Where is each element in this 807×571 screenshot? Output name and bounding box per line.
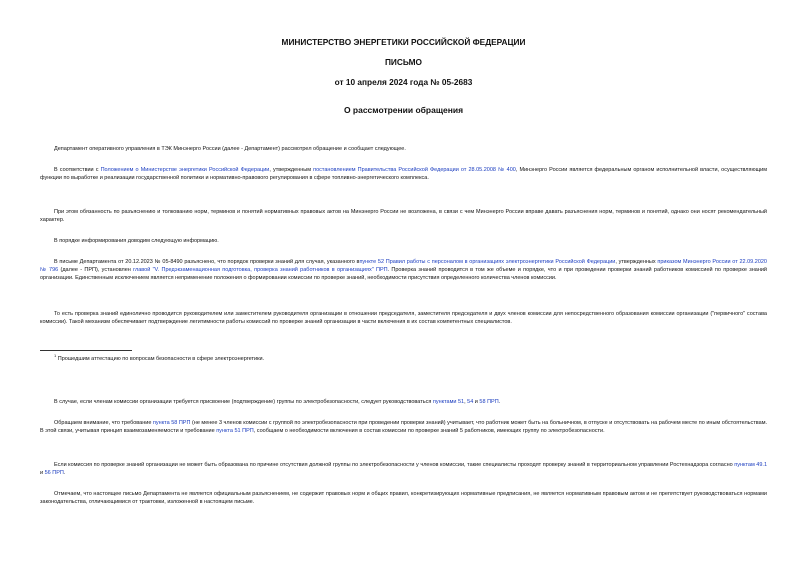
text-run: В случае, если членам комиссии организации требуется присвоение (подтверждение) группы по электробезопасности, следует руководствоваться bbox=[54, 399, 433, 405]
link-item-54[interactable]: 54 bbox=[467, 399, 474, 405]
document-subject: О рассмотрении обращения bbox=[343, 105, 464, 115]
link-item-51-prp[interactable]: пункта 51 ПРП bbox=[216, 428, 254, 435]
paragraph-department-letter bbox=[40, 258, 767, 282]
paragraph-rostekhnadzor bbox=[40, 461, 767, 477]
paragraph-attention bbox=[40, 419, 767, 435]
link-item-58[interactable]: 58 ПРП bbox=[479, 399, 499, 405]
text-run: , утвержденных bbox=[615, 259, 658, 265]
text-run: (не менее 3 членов комиссии с группой по электробезопасности при проведении проверки знаний) учитывает, что работник может быть на больничном, в отпуске и отсутствовать на рабочем месте по иным обстоятельствам. В этой связи, учитывая принцип взаимозаменяемости и требование bbox=[40, 420, 768, 435]
paragraph-interpretation: При этом обязанность по разъяснению и толкованию норм, терминов и понятий нормативных правовых актов на Минэнерго России не возложена, в связи с чем Минэнерго России вправе давать разъяснения норм, терминов и понятий, однако они носят рекомендательный характер. bbox=[40, 209, 767, 224]
link-chapter-v[interactable]: главой "V. Предэкзаменационная подготовка, проверка знаний работников в организациях" ПРП bbox=[133, 267, 388, 274]
text-run: Если комиссия по проверке знаний организации не может быть образована по причине отсутствия должной группы по электробезопасности у членов комиссии, такие специалисты проходят проверку знаний в территориальном управлении Ростехнадзора согласно bbox=[54, 462, 735, 468]
text-run: , bbox=[464, 399, 468, 405]
text-run: и bbox=[40, 470, 45, 477]
text-run: , сообщаем о необходимости включения в состав комиссии по проверке знаний 5 работников, имеющих группу по электробезопасности. bbox=[253, 428, 605, 435]
text-run: (далее - ПРП), установлен bbox=[58, 267, 134, 274]
paragraph-knowledge-check: То есть проверка знаний единолично проводится руководителем или заместителем руководителя организации в отношении председателя, заместителя председателя и двух членов комиссии для непосредственного образования комиссии организации ("первичного" состава комиссии). Такой механизм обеспечивает подтверждение легитимности работы комиссий по проверке знаний организации в части включения в их состав компетентных специалистов. bbox=[40, 311, 767, 326]
paragraph-informing: В порядке информирования доводим следующую информацию. bbox=[54, 238, 219, 244]
text-run: . bbox=[498, 399, 501, 405]
text-run: и bbox=[473, 399, 480, 405]
link-order-796[interactable]: приказом Минэнерго России от 22.09.2020 № 796 bbox=[40, 259, 767, 274]
link-item-49-1[interactable]: пунктам 49.1 bbox=[734, 462, 767, 468]
paragraph-safety-group bbox=[40, 398, 767, 406]
footnote-divider bbox=[40, 350, 132, 351]
text-run: В письме Департамента от 20.12.2023 № 05-8490 разъяснено, что порядок проверки знаний для случая, указанного в bbox=[54, 259, 360, 265]
link-government-decree[interactable]: постановлением Правительства Российской Федерации от 28.05.2008 № 400 bbox=[313, 167, 516, 173]
document-date-number: от 10 апреля 2024 года № 05-2683 bbox=[334, 77, 473, 87]
footnote bbox=[54, 353, 264, 362]
ministry-title: МИНИСТЕРСТВО ЭНЕРГЕТИКИ РОССИЙСКОЙ ФЕДЕРАЦИИ bbox=[281, 37, 526, 47]
link-item-52[interactable]: пункте 52 Правил работы с персоналом в организациях электроэнергетики Российской Федерации bbox=[359, 259, 616, 265]
paragraph-disclaimer: Отмечаем, что настоящее письмо Департамента не является официальным разъяснением, не содержит правовых норм и общих правил, конкретизирующих нормативные предписания, не является нормативным правовым актом и не препятствует руководствоваться нормами законодательства, отличающимися от трактовки, изложенной в настоящем письме. bbox=[40, 491, 767, 506]
paragraph-intro: Департамент оперативного управления в ТЭК Минэнерго России (далее - Департамент) рассмотрел обращение и сообщает следующее. bbox=[54, 146, 406, 152]
text-run: В соответствии с bbox=[54, 167, 101, 173]
text-run: . bbox=[63, 470, 66, 477]
text-run: Обращаем внимание, что требование bbox=[54, 420, 153, 426]
text-run: . Проверка знаний проводится в том же объеме и порядке, что и при проведении проверки знаний работников комиссией по проверке знаний организации. Единственным исключением является неприменение положения о формировании комиссии по проверке знаний, необходимости присутствия определенного количества членов комиссии. bbox=[40, 267, 767, 282]
link-item-58-prp[interactable]: пункта 58 ПРП bbox=[152, 420, 191, 426]
text-run: , Минэнерго России является федеральным органом исполнительной власти, осуществляющим функции по выработке и реализации государственной политики и нормативно-правового регулирования в сфере топливно-энергетического комплекса. bbox=[40, 167, 767, 182]
text-run: , утвержденным bbox=[269, 167, 314, 173]
link-item-51[interactable]: пунктами 51 bbox=[432, 399, 465, 405]
footnote-text: Прошедшим аттестацию по вопросам безопасности в сфере электроэнергетики. bbox=[56, 355, 265, 362]
document-type: ПИСЬМО bbox=[384, 57, 423, 67]
link-item-56[interactable]: 56 ПРП bbox=[44, 470, 64, 477]
paragraph-competence bbox=[40, 166, 767, 182]
footnote-mark: 1 bbox=[54, 353, 57, 358]
link-ministry-regulation[interactable]: Положением о Министерстве энергетики Российской Федерации bbox=[100, 167, 270, 173]
